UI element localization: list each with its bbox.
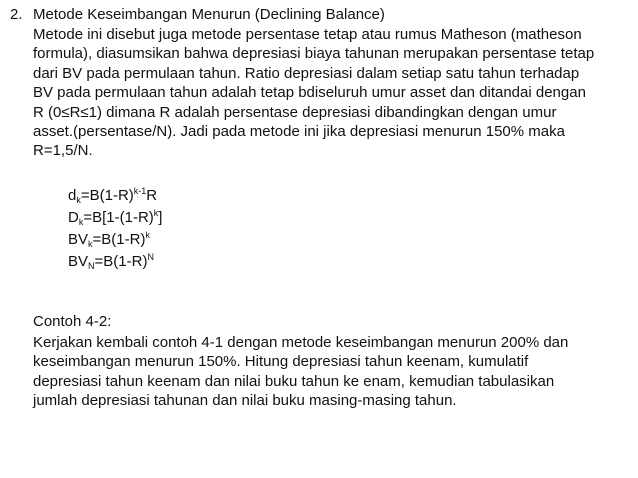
formula-book-value-n bbox=[68, 251, 162, 273]
formula-subscript: k bbox=[78, 217, 84, 227]
formula-tail: ] bbox=[158, 209, 163, 226]
formula-symbol: BV bbox=[68, 231, 89, 248]
description-line: BV pada permulaan tahun adalah tetap bdiseluruh umur asset dan ditandai dengan bbox=[33, 84, 586, 102]
formula-expression: =B(1-R) bbox=[92, 231, 146, 248]
formula-exponent: k bbox=[145, 230, 150, 240]
description-line: dari BV pada permulaan tahun. Ratio depresiasi dalam setiap satu tahun terhadap bbox=[33, 64, 580, 82]
description-line: formula), diasumsikan bahwa depresiasi biaya tahunan merupakan persentase tetap bbox=[33, 45, 595, 63]
example-line: jumlah depresiasi tahunan dan nilai buku masing-masing tahun. bbox=[33, 392, 457, 410]
formula-symbol: D bbox=[68, 209, 79, 226]
formula-expression: =B(1-R) bbox=[80, 187, 134, 204]
formula-subscript: k bbox=[76, 195, 81, 205]
formula-annual-depreciation bbox=[68, 185, 162, 207]
description-line: Metode ini disebut juga metode persentase tetap atau rumus Matheson (matheson bbox=[33, 26, 582, 43]
description-line: R (0≤R≤1) dimana R adalah persentase depresiasi dibandingkan dengan umur bbox=[33, 103, 557, 121]
example-line: Kerjakan kembali contoh 4-1 dengan metode keseimbangan menurun 200% dan bbox=[33, 334, 569, 351]
description-line: R=1,5/N. bbox=[33, 142, 93, 160]
formula-expression: =B[1-(1-R) bbox=[83, 209, 154, 226]
formula-tail: R bbox=[146, 187, 158, 204]
formula-symbol: d bbox=[68, 187, 77, 204]
formula-subscript: N bbox=[88, 261, 95, 271]
section-title: Metode Keseimbangan Menurun (Declining Balance) bbox=[33, 6, 385, 23]
section-number: 2. bbox=[10, 6, 23, 23]
formula-book-value-k bbox=[68, 229, 162, 251]
example-line: depresiasi tahun keenam dan nilai buku tahun ke enam, kemudian tabulasikan bbox=[33, 372, 555, 390]
formula-exponent: N bbox=[147, 252, 154, 262]
formula-expression: =B(1-R) bbox=[94, 253, 148, 270]
formula-list bbox=[68, 185, 162, 273]
formula-cumulative-depreciation bbox=[68, 207, 162, 229]
description-line: asset.(persentase/N). Jadi pada metode ini jika depresiasi menurun 150% maka bbox=[33, 123, 565, 141]
section-heading bbox=[10, 5, 385, 24]
example-paragraph bbox=[33, 333, 633, 411]
example-line: keseimbangan menurun 150%. Hitung depresiasi tahun keenam, kumulatif bbox=[33, 353, 529, 371]
formula-exponent: k bbox=[153, 208, 159, 218]
formula-symbol: BV bbox=[68, 253, 89, 270]
formula-exponent: k-1 bbox=[133, 186, 147, 196]
example-title: Contoh 4-2: bbox=[33, 313, 112, 330]
description-paragraph bbox=[33, 25, 633, 161]
formula-subscript: k bbox=[88, 239, 93, 249]
